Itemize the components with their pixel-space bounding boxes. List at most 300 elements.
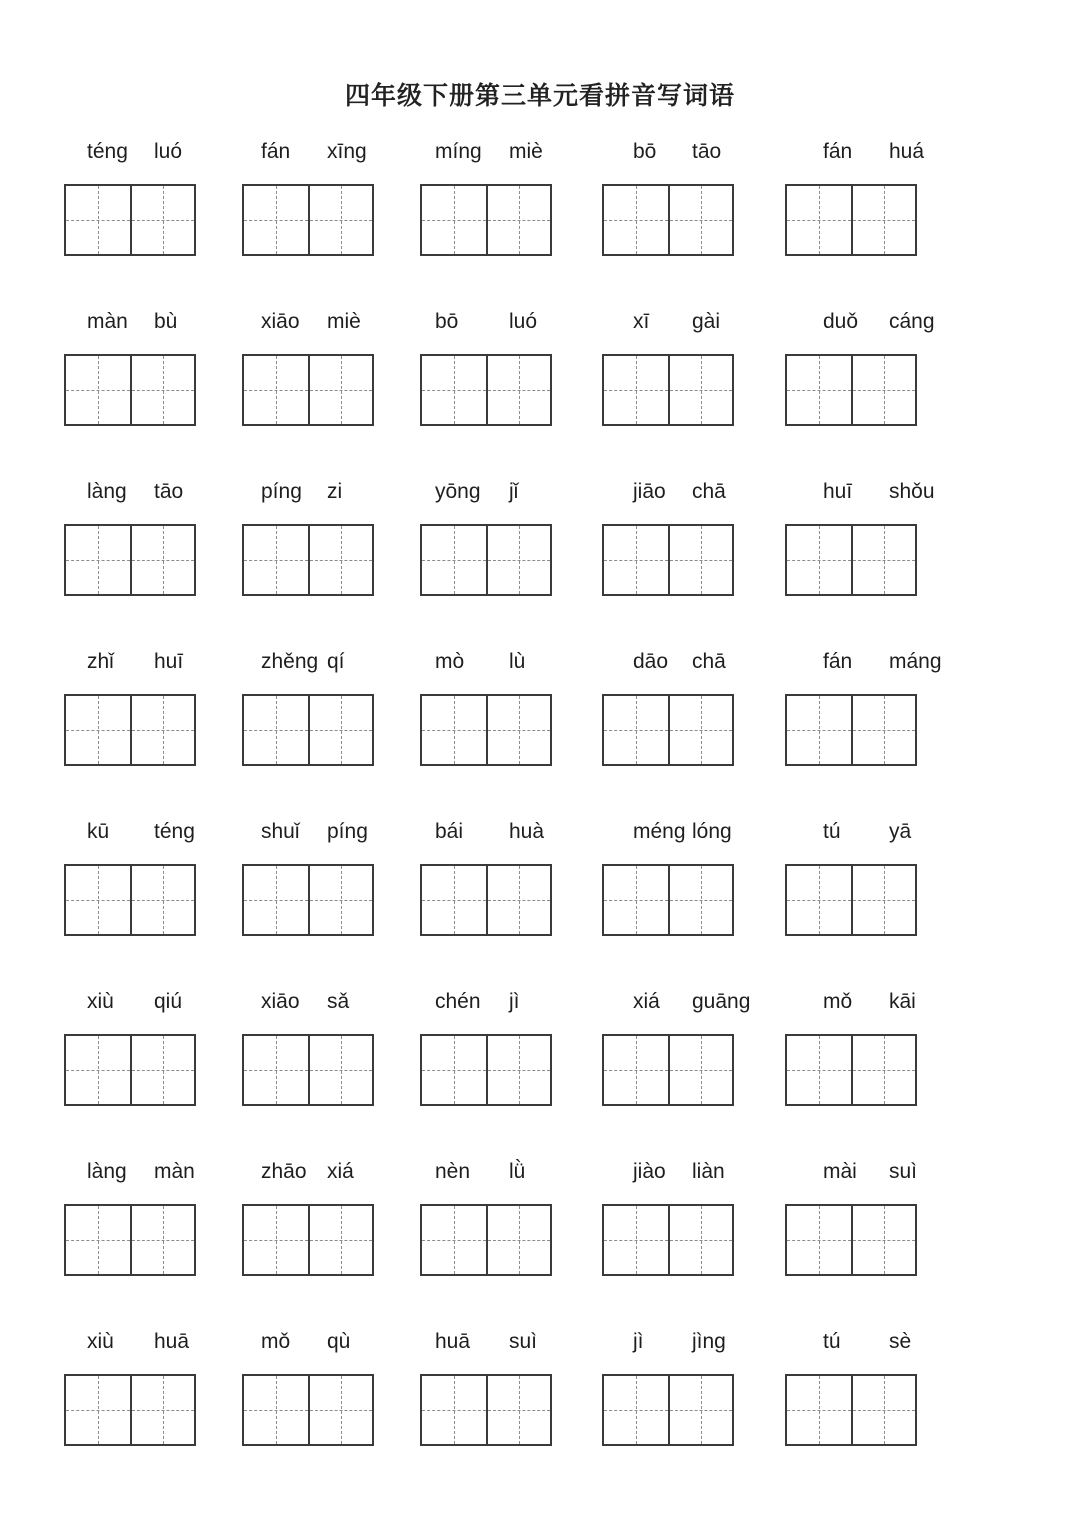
guide-line-horizontal [132, 730, 194, 731]
character-box[interactable] [604, 526, 668, 594]
character-box[interactable] [308, 1376, 372, 1444]
writing-grid[interactable] [785, 1204, 917, 1276]
guide-line-horizontal [604, 220, 668, 221]
pinyin-syllable: píng [327, 820, 368, 843]
writing-grid[interactable] [64, 1204, 196, 1276]
pinyin-syllable: zhǐ [87, 650, 114, 673]
word-item [64, 1158, 244, 1298]
word-item [602, 988, 782, 1128]
guide-line-horizontal [422, 1070, 486, 1071]
pinyin-syllable: tāo [692, 140, 722, 163]
pinyin-syllable: bō [633, 140, 657, 163]
character-box[interactable] [244, 356, 308, 424]
guide-line-horizontal [670, 730, 732, 731]
writing-grid[interactable] [64, 1034, 196, 1106]
writing-grid[interactable] [602, 864, 734, 936]
word-item [64, 818, 244, 958]
guide-line-horizontal [488, 220, 550, 221]
word-item [420, 308, 600, 448]
pinyin-syllable: fán [261, 140, 291, 163]
writing-grid[interactable] [785, 524, 917, 596]
pinyin-syllable: jìng [692, 1330, 726, 1353]
character-box[interactable] [244, 186, 308, 254]
pinyin-syllable: xiá [633, 990, 660, 1013]
guide-line-horizontal [670, 560, 732, 561]
guide-line-horizontal [66, 730, 130, 731]
writing-grid[interactable] [64, 1374, 196, 1446]
character-box[interactable] [668, 1376, 732, 1444]
word-item [64, 308, 244, 448]
writing-grid[interactable] [64, 864, 196, 936]
character-box[interactable] [851, 1376, 915, 1444]
pinyin-syllable: bō [435, 310, 459, 333]
writing-grid[interactable] [64, 184, 196, 256]
guide-line-horizontal [488, 560, 550, 561]
pinyin-syllable: liàn [692, 1160, 725, 1183]
character-box[interactable] [668, 696, 732, 764]
character-box[interactable] [66, 526, 130, 594]
word-item [785, 308, 965, 448]
guide-line-horizontal [604, 730, 668, 731]
character-box[interactable] [668, 1036, 732, 1104]
word-item [242, 988, 422, 1128]
guide-line-horizontal [488, 390, 550, 391]
pinyin-syllable: sè [889, 1330, 912, 1353]
pinyin-syllable: shuǐ [261, 820, 300, 843]
guide-line-horizontal [853, 1070, 915, 1071]
character-box[interactable] [308, 526, 372, 594]
pinyin-syllable: mò [435, 650, 465, 673]
character-box[interactable] [486, 526, 550, 594]
character-box[interactable] [422, 696, 486, 764]
guide-line-horizontal [422, 390, 486, 391]
character-box[interactable] [244, 696, 308, 764]
character-box[interactable] [308, 356, 372, 424]
pinyin-syllable: xiù [87, 1330, 114, 1353]
word-item [420, 648, 600, 788]
word-item [242, 308, 422, 448]
character-box[interactable] [422, 866, 486, 934]
pinyin-syllable: suì [889, 1160, 918, 1183]
word-item [602, 478, 782, 618]
character-box[interactable] [66, 1206, 130, 1274]
guide-line-horizontal [604, 1410, 668, 1411]
character-box[interactable] [851, 696, 915, 764]
character-box[interactable] [604, 1376, 668, 1444]
writing-grid[interactable] [242, 354, 374, 426]
guide-line-horizontal [853, 1240, 915, 1241]
character-box[interactable] [668, 866, 732, 934]
guide-line-horizontal [853, 730, 915, 731]
word-item [64, 478, 244, 618]
character-box[interactable] [130, 186, 194, 254]
character-box[interactable] [308, 696, 372, 764]
pinyin-syllable: chā [692, 480, 726, 503]
character-box[interactable] [130, 1036, 194, 1104]
pinyin-syllable: chā [692, 650, 726, 673]
pinyin-syllable: lóng [692, 820, 732, 843]
guide-line-horizontal [132, 560, 194, 561]
pinyin-syllable: guāng [692, 990, 751, 1013]
character-box[interactable] [851, 186, 915, 254]
pinyin-syllable: xiāo [261, 310, 300, 333]
word-item [242, 1158, 422, 1298]
guide-line-horizontal [422, 1240, 486, 1241]
character-box[interactable] [486, 356, 550, 424]
guide-line-horizontal [310, 900, 372, 901]
pinyin-syllable: luó [509, 310, 538, 333]
pinyin-syllable: fán [823, 140, 853, 163]
character-box[interactable] [851, 356, 915, 424]
pinyin-syllable: lù [509, 650, 526, 673]
writing-grid[interactable] [785, 694, 917, 766]
guide-line-horizontal [422, 220, 486, 221]
pinyin-syllable: cáng [889, 310, 935, 333]
pinyin-syllable: huá [889, 140, 925, 163]
writing-grid[interactable] [602, 354, 734, 426]
pinyin-syllable: jì [633, 1330, 644, 1353]
character-box[interactable] [604, 356, 668, 424]
guide-line-horizontal [787, 390, 851, 391]
guide-line-horizontal [66, 900, 130, 901]
character-box[interactable] [668, 526, 732, 594]
writing-grid[interactable] [420, 354, 552, 426]
pinyin-syllable: zi [327, 480, 343, 503]
character-box[interactable] [851, 866, 915, 934]
guide-line-horizontal [670, 1070, 732, 1071]
guide-line-horizontal [787, 560, 851, 561]
character-box[interactable] [486, 866, 550, 934]
character-box[interactable] [787, 186, 851, 254]
pinyin-syllable: miè [509, 140, 543, 163]
guide-line-horizontal [244, 1410, 308, 1411]
writing-grid[interactable] [420, 864, 552, 936]
pinyin-syllable: huā [435, 1330, 471, 1353]
writing-grid[interactable] [602, 1374, 734, 1446]
pinyin-syllable: huī [823, 480, 853, 503]
writing-grid[interactable] [420, 694, 552, 766]
character-box[interactable] [604, 1206, 668, 1274]
character-box[interactable] [66, 1376, 130, 1444]
guide-line-horizontal [244, 730, 308, 731]
character-box[interactable] [486, 1376, 550, 1444]
writing-grid[interactable] [602, 1034, 734, 1106]
word-item [242, 648, 422, 788]
writing-grid[interactable] [420, 1374, 552, 1446]
character-box[interactable] [604, 696, 668, 764]
guide-line-horizontal [66, 390, 130, 391]
character-box[interactable] [66, 186, 130, 254]
pinyin-syllable: jì [509, 990, 520, 1013]
pinyin-syllable: jiāo [633, 480, 666, 503]
pinyin-syllable: máng [889, 650, 942, 673]
writing-grid[interactable] [242, 1034, 374, 1106]
guide-line-horizontal [853, 1410, 915, 1411]
word-item [785, 478, 965, 618]
word-item [420, 818, 600, 958]
character-box[interactable] [422, 1376, 486, 1444]
character-box[interactable] [66, 866, 130, 934]
guide-line-horizontal [132, 390, 194, 391]
pinyin-syllable: màn [87, 310, 128, 333]
writing-grid[interactable] [242, 694, 374, 766]
word-item [785, 1158, 965, 1298]
guide-line-horizontal [670, 1240, 732, 1241]
writing-grid[interactable] [64, 354, 196, 426]
writing-grid[interactable] [420, 524, 552, 596]
character-box[interactable] [604, 1036, 668, 1104]
word-item [64, 988, 244, 1128]
writing-grid[interactable] [785, 1374, 917, 1446]
character-box[interactable] [787, 1206, 851, 1274]
character-box[interactable] [66, 356, 130, 424]
character-box[interactable] [422, 356, 486, 424]
guide-line-horizontal [853, 900, 915, 901]
pinyin-syllable: píng [261, 480, 302, 503]
character-box[interactable] [244, 866, 308, 934]
pinyin-syllable: xiù [87, 990, 114, 1013]
pinyin-syllable: làng [87, 480, 127, 503]
guide-line-horizontal [244, 220, 308, 221]
guide-line-horizontal [244, 1240, 308, 1241]
character-box[interactable] [66, 1036, 130, 1104]
character-box[interactable] [308, 186, 372, 254]
guide-line-horizontal [787, 1070, 851, 1071]
guide-line-horizontal [787, 900, 851, 901]
pinyin-syllable: sǎ [327, 990, 350, 1013]
character-box[interactable] [130, 866, 194, 934]
word-item [785, 138, 965, 278]
character-box[interactable] [787, 356, 851, 424]
character-box[interactable] [422, 526, 486, 594]
pinyin-syllable: xiāo [261, 990, 300, 1013]
writing-grid[interactable] [602, 694, 734, 766]
character-box[interactable] [787, 866, 851, 934]
pinyin-syllable: huī [154, 650, 184, 673]
pinyin-syllable: nèn [435, 1160, 471, 1183]
pinyin-syllable: zhāo [261, 1160, 307, 1183]
pinyin-syllable: míng [435, 140, 482, 163]
guide-line-horizontal [310, 390, 372, 391]
guide-line-horizontal [488, 1410, 550, 1411]
word-item [420, 138, 600, 278]
guide-line-horizontal [132, 1410, 194, 1411]
guide-line-horizontal [66, 220, 130, 221]
writing-grid[interactable] [242, 864, 374, 936]
character-box[interactable] [422, 1206, 486, 1274]
pinyin-syllable: mài [823, 1160, 857, 1183]
character-box[interactable] [486, 1206, 550, 1274]
writing-grid[interactable] [602, 184, 734, 256]
character-box[interactable] [787, 1376, 851, 1444]
writing-grid[interactable] [785, 354, 917, 426]
word-item [242, 1328, 422, 1468]
pinyin-syllable: xiá [327, 1160, 354, 1183]
guide-line-horizontal [310, 730, 372, 731]
pinyin-syllable: tú [823, 820, 841, 843]
word-item [785, 988, 965, 1128]
pinyin-syllable: tāo [154, 480, 184, 503]
pinyin-syllable: yā [889, 820, 912, 843]
character-box[interactable] [130, 696, 194, 764]
pinyin-syllable: xī [633, 310, 650, 333]
guide-line-horizontal [853, 390, 915, 391]
guide-line-horizontal [132, 220, 194, 221]
pinyin-syllable: chén [435, 990, 481, 1013]
character-box[interactable] [668, 356, 732, 424]
guide-line-horizontal [132, 900, 194, 901]
guide-line-horizontal [604, 900, 668, 901]
guide-line-horizontal [66, 1070, 130, 1071]
guide-line-horizontal [488, 1240, 550, 1241]
pinyin-syllable: fán [823, 650, 853, 673]
word-item [602, 138, 782, 278]
guide-line-horizontal [310, 1070, 372, 1071]
word-item [602, 818, 782, 958]
guide-line-horizontal [66, 560, 130, 561]
word-item [64, 138, 244, 278]
guide-line-horizontal [604, 390, 668, 391]
pinyin-syllable: qiú [154, 990, 183, 1013]
pinyin-syllable: miè [327, 310, 361, 333]
word-item [420, 1328, 600, 1468]
character-box[interactable] [244, 1206, 308, 1274]
writing-grid[interactable] [420, 1034, 552, 1106]
pinyin-syllable: qí [327, 650, 345, 673]
character-box[interactable] [66, 696, 130, 764]
character-box[interactable] [422, 1036, 486, 1104]
word-item [242, 818, 422, 958]
guide-line-horizontal [422, 1410, 486, 1411]
writing-grid[interactable] [785, 864, 917, 936]
writing-grid[interactable] [785, 1034, 917, 1106]
guide-line-horizontal [66, 1240, 130, 1241]
character-box[interactable] [668, 1206, 732, 1274]
pinyin-syllable: làng [87, 1160, 127, 1183]
guide-line-horizontal [787, 1240, 851, 1241]
character-box[interactable] [308, 866, 372, 934]
guide-line-horizontal [670, 1410, 732, 1411]
character-box[interactable] [851, 1036, 915, 1104]
word-item [64, 648, 244, 788]
writing-grid[interactable] [64, 524, 196, 596]
pinyin-syllable: duǒ [823, 310, 859, 333]
character-box[interactable] [422, 186, 486, 254]
word-item [420, 1158, 600, 1298]
character-box[interactable] [851, 1206, 915, 1274]
word-item [602, 648, 782, 788]
writing-grid[interactable] [242, 1204, 374, 1276]
writing-grid[interactable] [602, 524, 734, 596]
guide-line-horizontal [853, 560, 915, 561]
pinyin-syllable: bù [154, 310, 178, 333]
guide-line-horizontal [670, 900, 732, 901]
pinyin-syllable: dāo [633, 650, 669, 673]
pinyin-syllable: huā [154, 1330, 190, 1353]
pinyin-syllable: luó [154, 140, 183, 163]
character-box[interactable] [130, 356, 194, 424]
guide-line-horizontal [132, 1240, 194, 1241]
pinyin-syllable: mǒ [261, 1330, 291, 1353]
character-box[interactable] [486, 696, 550, 764]
character-box[interactable] [244, 1376, 308, 1444]
page-title: 四年级下册第三单元看拼音写词语 [344, 81, 735, 110]
guide-line-horizontal [422, 900, 486, 901]
character-box[interactable] [308, 1206, 372, 1274]
pinyin-syllable: zhěng [261, 650, 319, 673]
word-item [420, 988, 600, 1128]
guide-line-horizontal [244, 1070, 308, 1071]
character-box[interactable] [130, 1376, 194, 1444]
guide-line-horizontal [244, 390, 308, 391]
character-box[interactable] [486, 1036, 550, 1104]
guide-line-horizontal [670, 390, 732, 391]
writing-grid[interactable] [242, 184, 374, 256]
character-box[interactable] [787, 526, 851, 594]
pinyin-syllable: téng [87, 140, 128, 163]
character-box[interactable] [851, 526, 915, 594]
word-item [64, 1328, 244, 1468]
guide-line-horizontal [66, 1410, 130, 1411]
writing-grid[interactable] [785, 184, 917, 256]
pinyin-syllable: gài [692, 310, 721, 333]
guide-line-horizontal [604, 560, 668, 561]
word-item [785, 648, 965, 788]
pinyin-syllable: lǜ [509, 1160, 526, 1183]
character-box[interactable] [244, 526, 308, 594]
guide-line-horizontal [670, 220, 732, 221]
character-box[interactable] [604, 186, 668, 254]
character-box[interactable] [130, 526, 194, 594]
word-item [785, 1328, 965, 1468]
writing-grid[interactable] [420, 1204, 552, 1276]
guide-line-horizontal [310, 1240, 372, 1241]
guide-line-horizontal [853, 220, 915, 221]
writing-grid[interactable] [64, 694, 196, 766]
pinyin-syllable: màn [154, 1160, 195, 1183]
character-box[interactable] [604, 866, 668, 934]
word-item [785, 818, 965, 958]
guide-line-horizontal [422, 560, 486, 561]
pinyin-syllable: kū [87, 820, 110, 843]
writing-grid[interactable] [242, 1374, 374, 1446]
guide-line-horizontal [244, 900, 308, 901]
writing-grid[interactable] [420, 184, 552, 256]
pinyin-syllable: téng [154, 820, 195, 843]
guide-line-horizontal [244, 560, 308, 561]
character-box[interactable] [787, 696, 851, 764]
character-box[interactable] [787, 1036, 851, 1104]
pinyin-syllable: tú [823, 1330, 841, 1353]
pinyin-syllable: kāi [889, 990, 916, 1013]
guide-line-horizontal [488, 900, 550, 901]
pinyin-syllable: bái [435, 820, 464, 843]
character-box[interactable] [668, 186, 732, 254]
character-box[interactable] [308, 1036, 372, 1104]
guide-line-horizontal [787, 730, 851, 731]
character-box[interactable] [130, 1206, 194, 1274]
word-item [602, 1328, 782, 1468]
guide-line-horizontal [787, 1410, 851, 1411]
guide-line-horizontal [310, 220, 372, 221]
guide-line-horizontal [604, 1070, 668, 1071]
character-box[interactable] [244, 1036, 308, 1104]
guide-line-horizontal [488, 1070, 550, 1071]
writing-grid[interactable] [602, 1204, 734, 1276]
writing-grid[interactable] [242, 524, 374, 596]
character-box[interactable] [486, 186, 550, 254]
pinyin-syllable: xīng [327, 140, 367, 163]
